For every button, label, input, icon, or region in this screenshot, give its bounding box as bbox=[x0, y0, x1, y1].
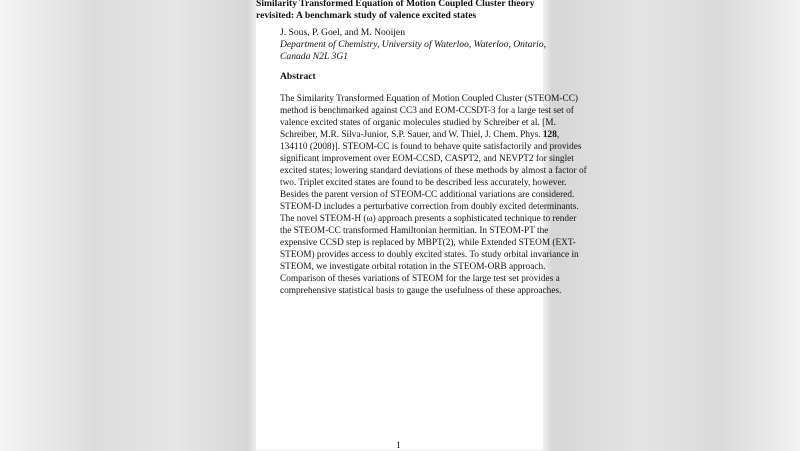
abstract-line: expensive CCSD step is replaced by MBPT(2), while Extended STEOM (EXT- bbox=[280, 238, 576, 248]
abstract-line: The Similarity Transformed Equation of Motion Coupled Cluster (STEOM-CC) bbox=[280, 94, 578, 104]
paper-title: Similarity Transformed Equation of Motion Coupled Cluster theory revisited: A benchmark study of valence excited states bbox=[256, 0, 535, 21]
page-number: 1 bbox=[396, 441, 401, 451]
abstract-line-text: Schreiber, M.R. Silva-Junior, S.P. Sauer, and W. Thiel, J. Chem. Phys. bbox=[280, 130, 543, 140]
abstract-line: STEOM-D includes a perturbative correction from doubly excited determinants. bbox=[280, 202, 579, 212]
abstract-line: the STEOM-CC transformed Hamiltonian hermitian. In STEOM-PT the bbox=[280, 226, 549, 236]
abstract-line: method is benchmarked against CC3 and EOM-CCSDT-3 for a large test set of bbox=[280, 106, 574, 116]
abstract-line: significant improvement over EOM-CCSD, CASPT2, and NEVPT2 for singlet bbox=[280, 154, 574, 164]
abstract-line: 134110 (2008)]. STEOM-CC is found to behave quite satisfactorily and provides bbox=[280, 142, 582, 152]
abstract-line: two. Triplet excited states are found to be described less accurately, however. bbox=[280, 178, 567, 188]
abstract-heading: Abstract bbox=[280, 71, 316, 82]
abstract-line: Besides the parent version of STEOM-CC additional variations are considered. bbox=[280, 190, 575, 200]
abstract-line: STEOM) provides access to doubly excited states. To study orbital invariance in bbox=[280, 250, 579, 260]
abstract-line: valence excited states of organic molecules studied by Schreiber et al. [M. bbox=[280, 118, 556, 128]
authors: J. Sous, P. Goel, and M. Nooijen bbox=[280, 27, 405, 38]
abstract-line: STEOM, we investigate orbital rotation in the STEOM-ORB approach. bbox=[280, 262, 546, 272]
affiliation: Department of Chemistry, University of Waterloo, Waterloo, Ontario, Canada N2L 3G1 bbox=[280, 39, 547, 62]
volume-number: 128 bbox=[542, 130, 557, 140]
abstract-line: excited states; lowering standard deviations of these methods by almost a factor of bbox=[280, 166, 587, 176]
author-block bbox=[280, 27, 550, 63]
abstract-line: Comparison of theses variations of STEOM for the large test set provides a bbox=[280, 274, 560, 284]
abstract-line bbox=[280, 129, 587, 141]
volume-comma: , bbox=[556, 130, 560, 140]
abstract-line: comprehensive statistical basis to gauge the usefulness of these approaches. bbox=[280, 286, 562, 296]
abstract-body bbox=[280, 93, 587, 297]
paper-page bbox=[256, 0, 587, 450]
abstract-line: The novel STEOM-H (ω) approach presents a sophisticated technique to render bbox=[280, 214, 577, 224]
